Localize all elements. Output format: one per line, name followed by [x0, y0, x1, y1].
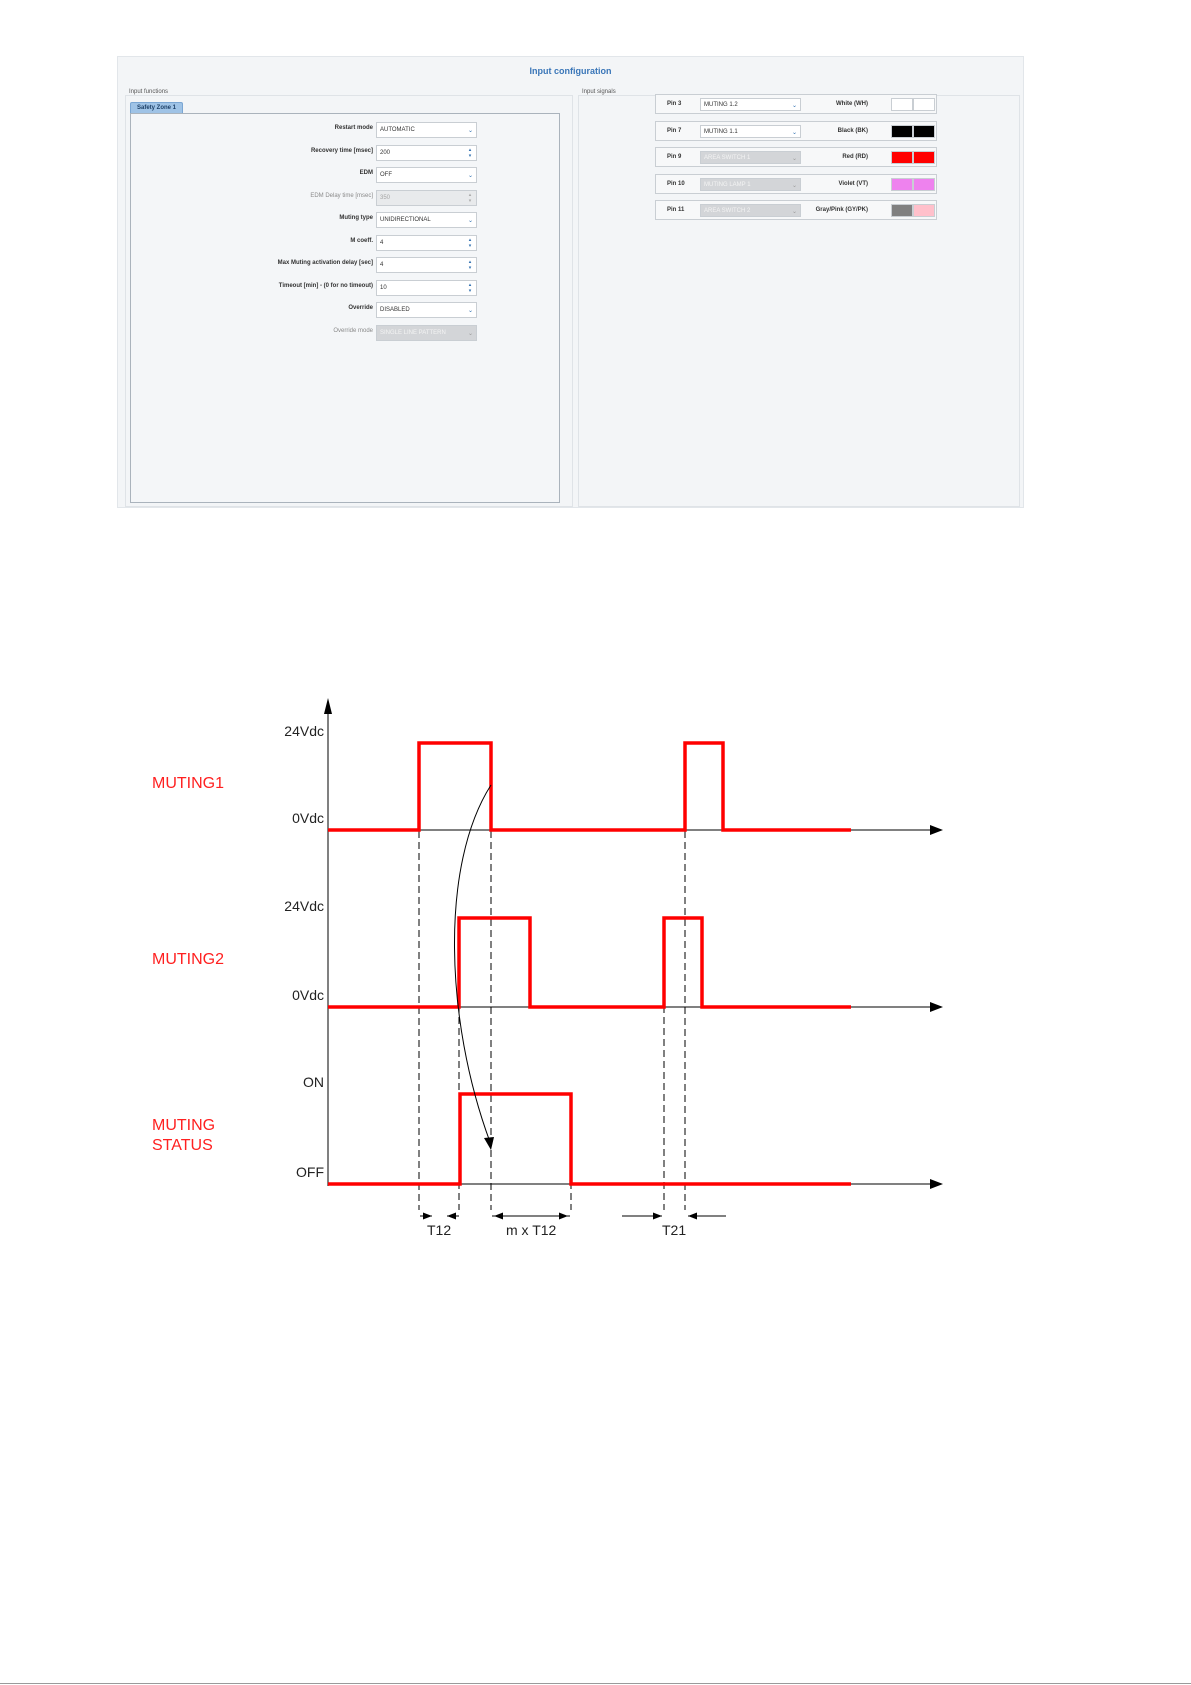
chevron-down-icon[interactable]: ⌄ — [791, 129, 797, 136]
field-select[interactable] — [376, 122, 477, 138]
pin-row — [655, 200, 937, 220]
spinner-arrows-icon[interactable]: ▴ ▾ — [468, 146, 472, 159]
wire-color-label: Red (RD) — [842, 154, 868, 160]
signal-waveform — [328, 1094, 851, 1184]
interval-label: T12 — [427, 1222, 452, 1238]
field-label: Override — [348, 305, 373, 311]
field-spinbox[interactable] — [376, 235, 477, 251]
low-level-label: OFF — [296, 1164, 324, 1180]
mxt12-arrow-left-head — [494, 1213, 503, 1220]
t21-arrow-out-head — [688, 1213, 697, 1220]
field-row — [131, 280, 561, 296]
wire-color-swatch — [913, 204, 935, 217]
input-configuration-panel — [117, 56, 1024, 508]
t12-arrow-left-head — [423, 1213, 432, 1220]
field-row — [131, 167, 561, 183]
field-row — [131, 122, 561, 138]
field-select[interactable] — [376, 167, 477, 183]
pin-function-select[interactable] — [700, 98, 801, 111]
field-value: UNIDIRECTIONAL — [380, 217, 431, 223]
field-value: 200 — [380, 149, 391, 156]
time-axis-arrowhead — [930, 1179, 943, 1189]
field-row — [131, 257, 561, 273]
pin-function-select — [700, 178, 801, 191]
field-row — [131, 235, 561, 251]
vertical-axis-arrowhead — [324, 698, 332, 714]
pin-row — [655, 94, 937, 114]
wire-color-swatch — [891, 178, 913, 191]
pin-function-value: AREA SWITCH 2 — [704, 208, 751, 214]
wire-color-swatch — [891, 204, 913, 217]
pin-function-value: AREA SWITCH 1 — [704, 155, 751, 161]
low-level-label: 0Vdc — [292, 987, 324, 1003]
field-label: Override mode — [333, 327, 373, 334]
chevron-down-icon[interactable]: ⌄ — [467, 128, 473, 134]
wire-color-label: Violet (VT) — [838, 180, 868, 187]
high-level-label: ON — [303, 1074, 324, 1090]
t21-arrow-in-head — [653, 1213, 662, 1220]
pin-row — [655, 174, 937, 194]
wire-color-label: Gray/Pink (GY/PK) — [815, 207, 868, 213]
chevron-down-icon[interactable]: ⌄ — [791, 103, 797, 109]
wire-color-swatch — [891, 151, 913, 164]
field-select[interactable] — [376, 302, 477, 318]
field-value: 350 — [380, 194, 391, 201]
field-value: 4 — [380, 239, 384, 246]
field-row — [131, 325, 561, 341]
pin-function-value: MUTING LAMP 1 — [704, 181, 751, 188]
signal-name: MUTING STATUS — [152, 1117, 216, 1154]
spinner-arrows-icon[interactable]: ▴ ▾ — [468, 191, 472, 204]
time-axis-arrowhead — [930, 1002, 943, 1012]
field-spinbox — [376, 190, 477, 206]
chevron-down-icon[interactable]: ⌄ — [467, 308, 473, 314]
t12-arrow-right-head — [447, 1213, 456, 1220]
wire-color-swatch — [913, 125, 935, 138]
chevron-down-icon[interactable]: ⌄ — [467, 218, 473, 224]
field-spinbox[interactable] — [376, 257, 477, 273]
interval-label: T21 — [662, 1222, 687, 1238]
field-label: M coeff. — [350, 237, 373, 244]
high-level-label: 24Vdc — [284, 898, 324, 914]
pin-label: Pin 7 — [667, 127, 682, 134]
pin-function-select — [700, 151, 801, 164]
field-row — [131, 212, 561, 228]
field-value: OFF — [380, 172, 392, 178]
field-select — [376, 325, 477, 341]
field-label: EDM Delay time [msec] — [310, 192, 373, 199]
wire-color-swatch — [913, 98, 935, 111]
chevron-down-icon: ⌄ — [791, 209, 797, 215]
wire-color-swatch — [891, 125, 913, 138]
field-row — [131, 302, 561, 318]
field-value: DISABLED — [380, 307, 410, 313]
field-value: 4 — [380, 262, 384, 268]
pin-label: Pin 10 — [667, 180, 685, 187]
wire-color-label: Black (BK) — [837, 127, 868, 134]
field-value: AUTOMATIC — [380, 127, 415, 133]
causal-arrowhead — [484, 1137, 494, 1150]
low-level-label: 0Vdc — [292, 810, 324, 826]
field-row — [131, 190, 561, 206]
field-label: Restart mode — [334, 125, 373, 131]
input-signals-label: Input signals — [582, 89, 616, 95]
pin-function-select — [700, 204, 801, 217]
field-spinbox[interactable] — [376, 280, 477, 296]
pin-function-value: MUTING 1.1 — [704, 128, 738, 135]
pin-function-value: MUTING 1.2 — [704, 102, 738, 108]
pin-row — [655, 121, 937, 141]
pin-label: Pin 3 — [667, 101, 682, 107]
pin-row — [655, 147, 937, 167]
field-value: SINGLE LINE PATTERN — [380, 329, 446, 336]
chevron-down-icon[interactable]: ⌄ — [467, 330, 473, 337]
signal-waveform — [328, 918, 851, 1007]
safety-zone-form — [130, 113, 560, 503]
field-label: EDM — [359, 170, 373, 176]
pin-function-select[interactable] — [700, 125, 801, 138]
spinner-arrows-icon[interactable]: ▴ ▾ — [468, 236, 472, 249]
field-spinbox[interactable] — [376, 145, 477, 161]
chevron-down-icon[interactable]: ⌄ — [467, 173, 473, 179]
spinner-arrows-icon[interactable]: ▴ ▾ — [468, 281, 472, 294]
wire-color-swatch — [913, 151, 935, 164]
time-axis-arrowhead — [930, 825, 943, 835]
field-label: Timeout [min] - (0 for no timeout) — [278, 282, 373, 289]
panel-title: Input configuration — [529, 66, 612, 76]
chevron-down-icon: ⌄ — [791, 156, 797, 162]
field-label: Muting type — [339, 215, 373, 221]
pin-label: Pin 9 — [667, 154, 682, 160]
field-label: Recovery time [msec] — [310, 147, 373, 154]
tab-safety-zone-1[interactable]: Safety Zone 1 — [130, 102, 183, 114]
signal-name: MUTING2 — [152, 951, 224, 968]
wire-color-swatch — [913, 178, 935, 191]
chevron-down-icon: ⌄ — [791, 182, 797, 189]
pin-label: Pin 11 — [667, 207, 685, 213]
high-level-label: 24Vdc — [284, 723, 324, 739]
field-label: Max Muting activation delay [sec] — [277, 260, 373, 266]
interval-label: m x T12 — [506, 1222, 557, 1238]
signal-name: MUTING1 — [152, 775, 224, 792]
signal-waveform — [328, 743, 851, 830]
wire-color-label: White (WH) — [836, 101, 868, 107]
field-value: 10 — [380, 284, 387, 291]
spinner-arrows-icon[interactable]: ▴ ▾ — [468, 259, 472, 271]
wire-color-swatch — [891, 98, 913, 111]
page-footer-rule — [0, 1683, 1191, 1684]
field-row — [131, 145, 561, 161]
field-select[interactable] — [376, 212, 477, 228]
input-functions-label: Input functions — [129, 89, 169, 95]
